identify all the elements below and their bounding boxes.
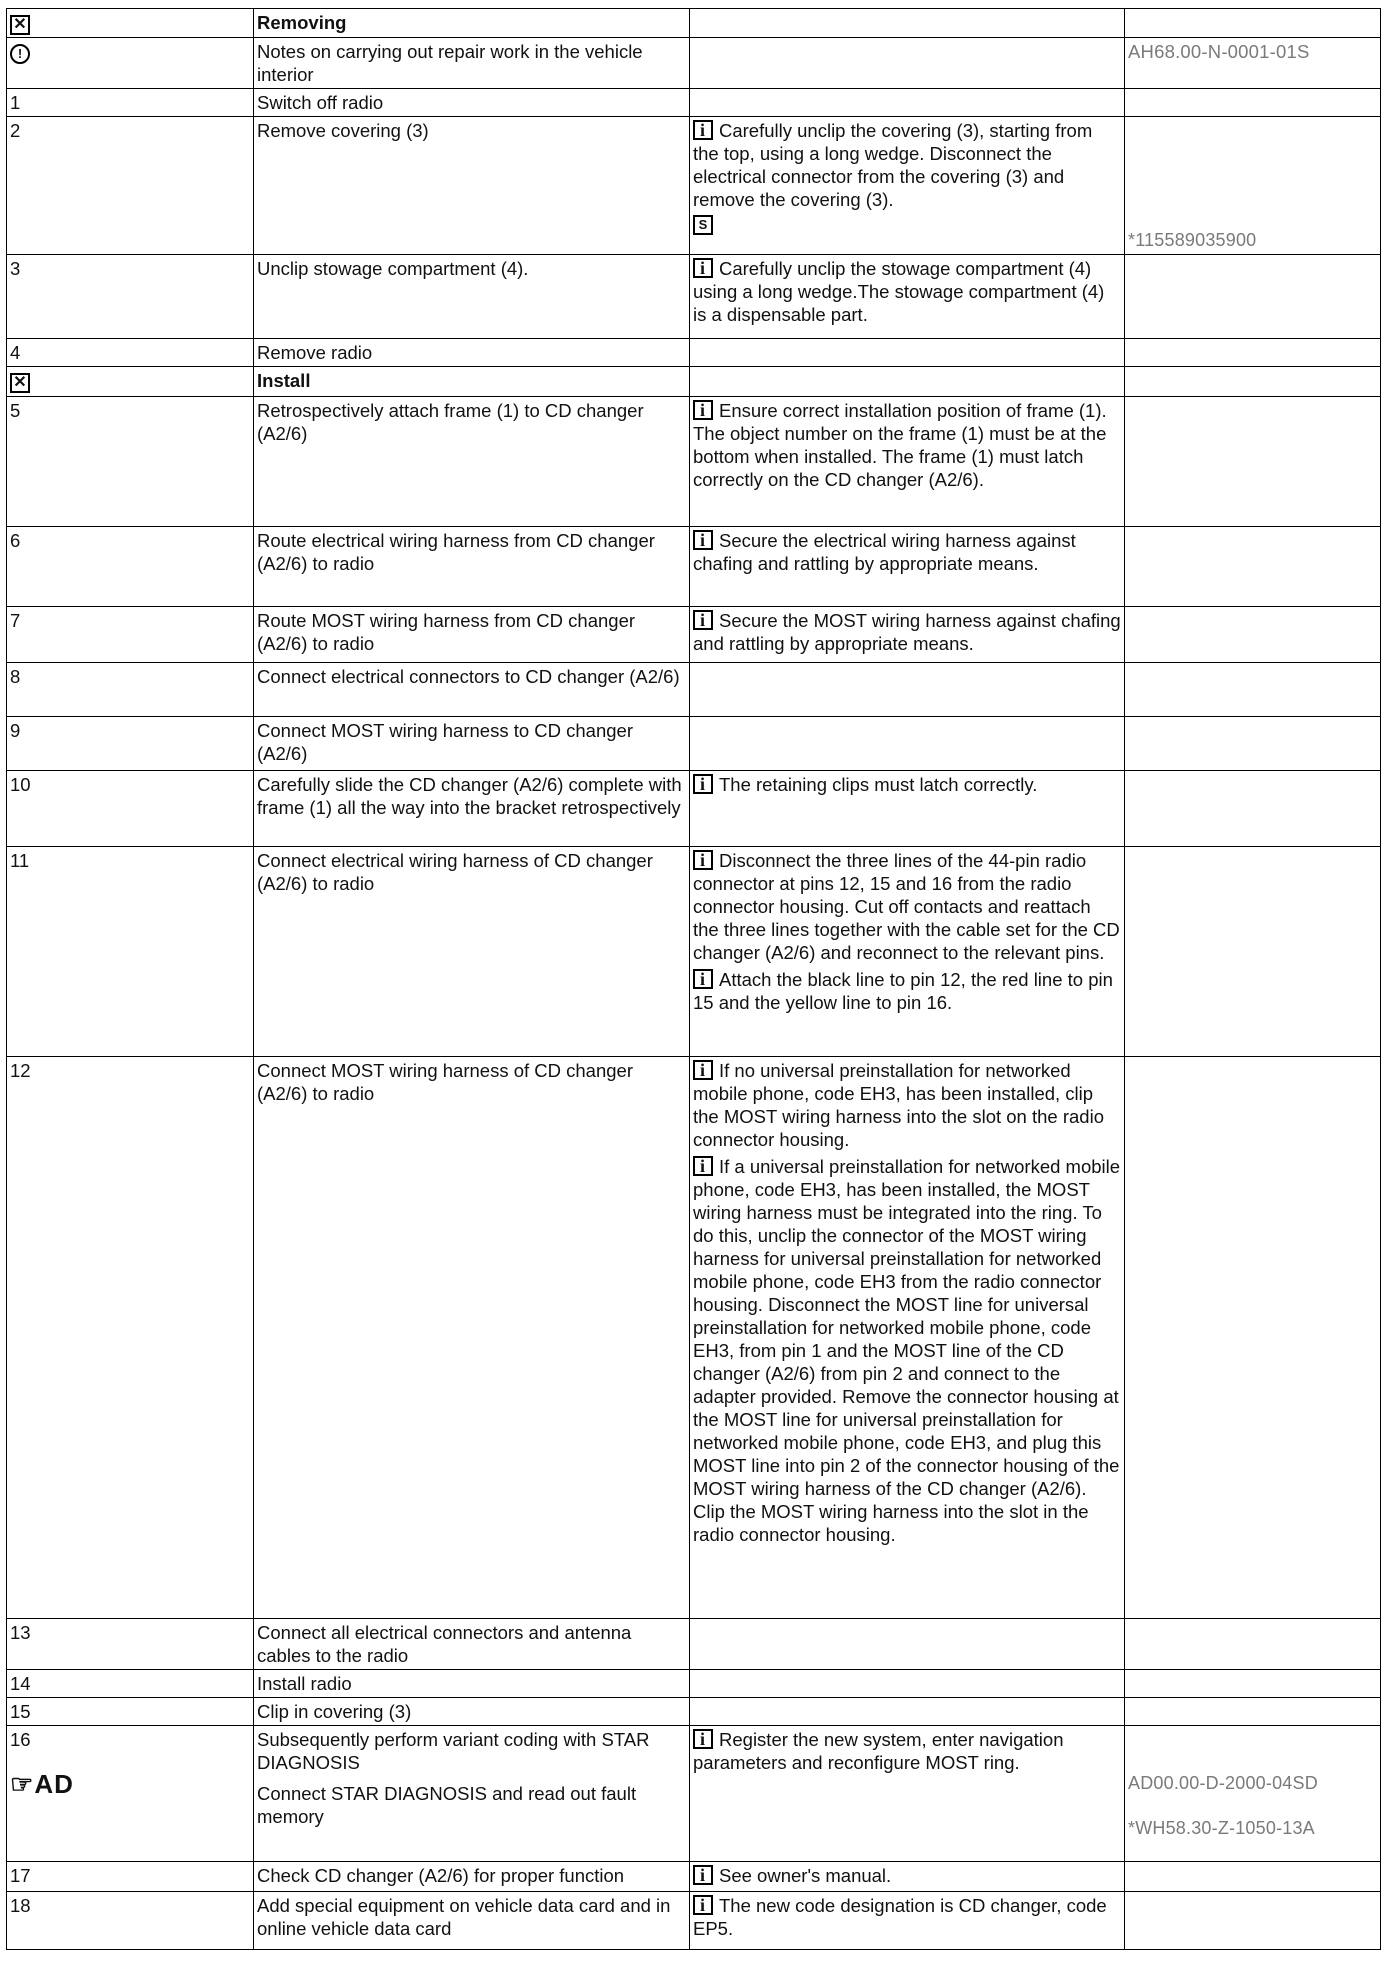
section-header-removing: Removing — [254, 9, 690, 38]
step-note: Carefully unclip the stowage compartment (4) using a long wedge.The stowage compartment (4) is a dispensable part. — [693, 258, 1105, 325]
step-note: Ensure correct installation position of frame (1). The object number on the frame (1) must be at the bottom when installed. The frame (1) must latch correctly on the CD changer (A2/6). — [693, 400, 1107, 490]
step-text: Route electrical wiring harness from CD changer (A2/6) to radio — [254, 527, 690, 607]
info-icon — [693, 1156, 713, 1176]
step-text: Check CD changer (A2/6) for proper function — [254, 1862, 690, 1892]
step-text: Connect STAR DIAGNOSIS and read out fault memory — [257, 1783, 637, 1827]
info-icon — [693, 610, 713, 630]
step-text: Connect electrical connectors to CD changer (A2/6) — [254, 663, 690, 717]
repair-procedure-table — [6, 8, 1381, 1950]
table-row — [7, 527, 1381, 607]
step-note: If a universal preinstallation for networked mobile phone, code EH3, has been installed, the MOST wiring harness must be integrated into the ring. To do this, unclip the connector of the MOST wiring harness for universal preinstallation for networked mobile phone, code EH3 from the radio connector housing. Disconnect the MOST line for universal preinstallation for networked mobile phone, code EH3, from pin 1 and the MOST line of the CD changer (A2/6) from pin 2 and connect to the adapter provided. Remove the connector housing at the MOST line for universal preinstallation for networked mobile phone, code EH3, and plug this MOST line into pin 2 of the connector housing of the MOST wiring harness of the CD changer (A2/6). Clip the MOST wiring harness into the slot in the radio connector housing. — [693, 1156, 1121, 1545]
step-note: If no universal preinstallation for networked mobile phone, code EH3, has been installed, clip the MOST wiring harness into the slot on the radio connector housing. — [693, 1060, 1104, 1150]
step-note: See owner's manual. — [719, 1865, 892, 1886]
step-text: Install radio — [254, 1670, 690, 1698]
table-row — [7, 1892, 1381, 1950]
cross-icon: ✕ — [10, 373, 30, 393]
info-icon — [693, 1865, 713, 1885]
step-number: 3 — [7, 255, 254, 339]
step-text: Notes on carrying out repair work in the vehicle interior — [254, 38, 690, 89]
info-icon — [693, 258, 713, 278]
step-text: Connect MOST wiring harness to CD changer (A2/6) — [254, 717, 690, 771]
step-note: Disconnect the three lines of the 44-pin radio connector at pins 12, 15 and 16 from the radio connector housing. Cut off contacts and reattach the three lines together with the cable set for the CD changer (A2/6) and reconnect to the relevant pins. — [693, 850, 1120, 963]
table-row — [7, 1698, 1381, 1726]
table-row — [7, 339, 1381, 367]
table-row — [7, 117, 1381, 255]
table-row — [7, 663, 1381, 717]
table-row — [7, 1862, 1381, 1892]
step-note: Secure the MOST wiring harness against chafing and rattling by appropriate means. — [693, 610, 1121, 654]
step-number: 15 — [7, 1698, 254, 1726]
reference-link[interactable]: AD00.00-D-2000-04SD — [1128, 1773, 1318, 1793]
step-note: Register the new system, enter navigation parameters and reconfigure MOST ring. — [693, 1729, 1064, 1773]
table-row — [7, 1670, 1381, 1698]
step-number: 7 — [7, 607, 254, 663]
reference-link[interactable]: *115589035900 — [1128, 230, 1257, 250]
step-number: 16 — [10, 1729, 31, 1750]
step-text: Connect electrical wiring harness of CD changer (A2/6) to radio — [254, 847, 690, 1057]
ad-label: AD — [34, 1769, 74, 1799]
table-row — [7, 9, 1381, 38]
info-icon — [693, 530, 713, 550]
info-icon — [693, 969, 713, 989]
section-header-install: Install — [254, 367, 690, 397]
info-icon — [693, 120, 713, 140]
step-number: 5 — [7, 397, 254, 527]
info-icon — [693, 1729, 713, 1749]
table-row — [7, 397, 1381, 527]
step-text: Connect MOST wiring harness of CD changer (A2/6) to radio — [254, 1057, 690, 1619]
step-note: The retaining clips must latch correctly. — [719, 774, 1038, 795]
step-number: 13 — [7, 1619, 254, 1670]
step-number: 9 — [7, 717, 254, 771]
table-row — [7, 255, 1381, 339]
info-icon — [693, 1895, 713, 1915]
step-number: 4 — [7, 339, 254, 367]
tool-icon: S — [693, 215, 713, 235]
step-text: Switch off radio — [254, 89, 690, 117]
step-note: Carefully unclip the covering (3), starting from the top, using a long wedge. Disconnect the electrical connector from the covering (3) and remove the covering (3). — [693, 120, 1093, 210]
step-text: Connect all electrical connectors and antenna cables to the radio — [254, 1619, 690, 1670]
step-text: Unclip stowage compartment (4). — [254, 255, 690, 339]
step-number: 17 — [7, 1862, 254, 1892]
step-text: Clip in covering (3) — [254, 1698, 690, 1726]
table-row — [7, 717, 1381, 771]
step-number: 6 — [7, 527, 254, 607]
info-icon — [693, 1060, 713, 1080]
hand-pointer-icon: ☞ — [10, 1769, 35, 1799]
step-number: 12 — [7, 1057, 254, 1619]
step-number: 11 — [7, 847, 254, 1057]
table-row — [7, 38, 1381, 89]
step-text: Add special equipment on vehicle data card and in online vehicle data card — [254, 1892, 690, 1950]
table-row — [7, 1619, 1381, 1670]
step-text: Remove covering (3) — [254, 117, 690, 255]
step-number: 2 — [7, 117, 254, 255]
step-text: Remove radio — [254, 339, 690, 367]
table-row — [7, 89, 1381, 117]
cross-icon: ✕ — [10, 15, 30, 35]
info-icon — [693, 400, 713, 420]
reference-link[interactable]: *WH58.30-Z-1050-13A — [1128, 1818, 1315, 1838]
step-text: Subsequently perform variant coding with STAR DIAGNOSIS — [257, 1729, 650, 1773]
reference-link[interactable]: AH68.00-N-0001-01S — [1125, 38, 1381, 89]
step-number: 14 — [7, 1670, 254, 1698]
table-row — [7, 771, 1381, 847]
step-number: 1 — [7, 89, 254, 117]
step-note: Attach the black line to pin 12, the red line to pin 15 and the yellow line to pin 16. — [693, 969, 1113, 1013]
step-note: The new code designation is CD changer, code EP5. — [693, 1895, 1107, 1939]
info-icon — [693, 850, 713, 870]
step-text: Retrospectively attach frame (1) to CD changer (A2/6) — [254, 397, 690, 527]
step-text: Carefully slide the CD changer (A2/6) complete with frame (1) all the way into the bracket retrospectively — [254, 771, 690, 847]
step-note: Secure the electrical wiring harness against chafing and rattling by appropriate means. — [693, 530, 1076, 574]
table-row — [7, 1057, 1381, 1619]
table-row — [7, 367, 1381, 397]
info-icon — [693, 774, 713, 794]
step-number: 10 — [7, 771, 254, 847]
step-number: 18 — [7, 1892, 254, 1950]
table-row — [7, 607, 1381, 663]
table-row — [7, 1726, 1381, 1862]
warning-circle-icon: ! — [10, 44, 30, 64]
step-number: 8 — [7, 663, 254, 717]
step-text: Route MOST wiring harness from CD changer (A2/6) to radio — [254, 607, 690, 663]
table-row — [7, 847, 1381, 1057]
